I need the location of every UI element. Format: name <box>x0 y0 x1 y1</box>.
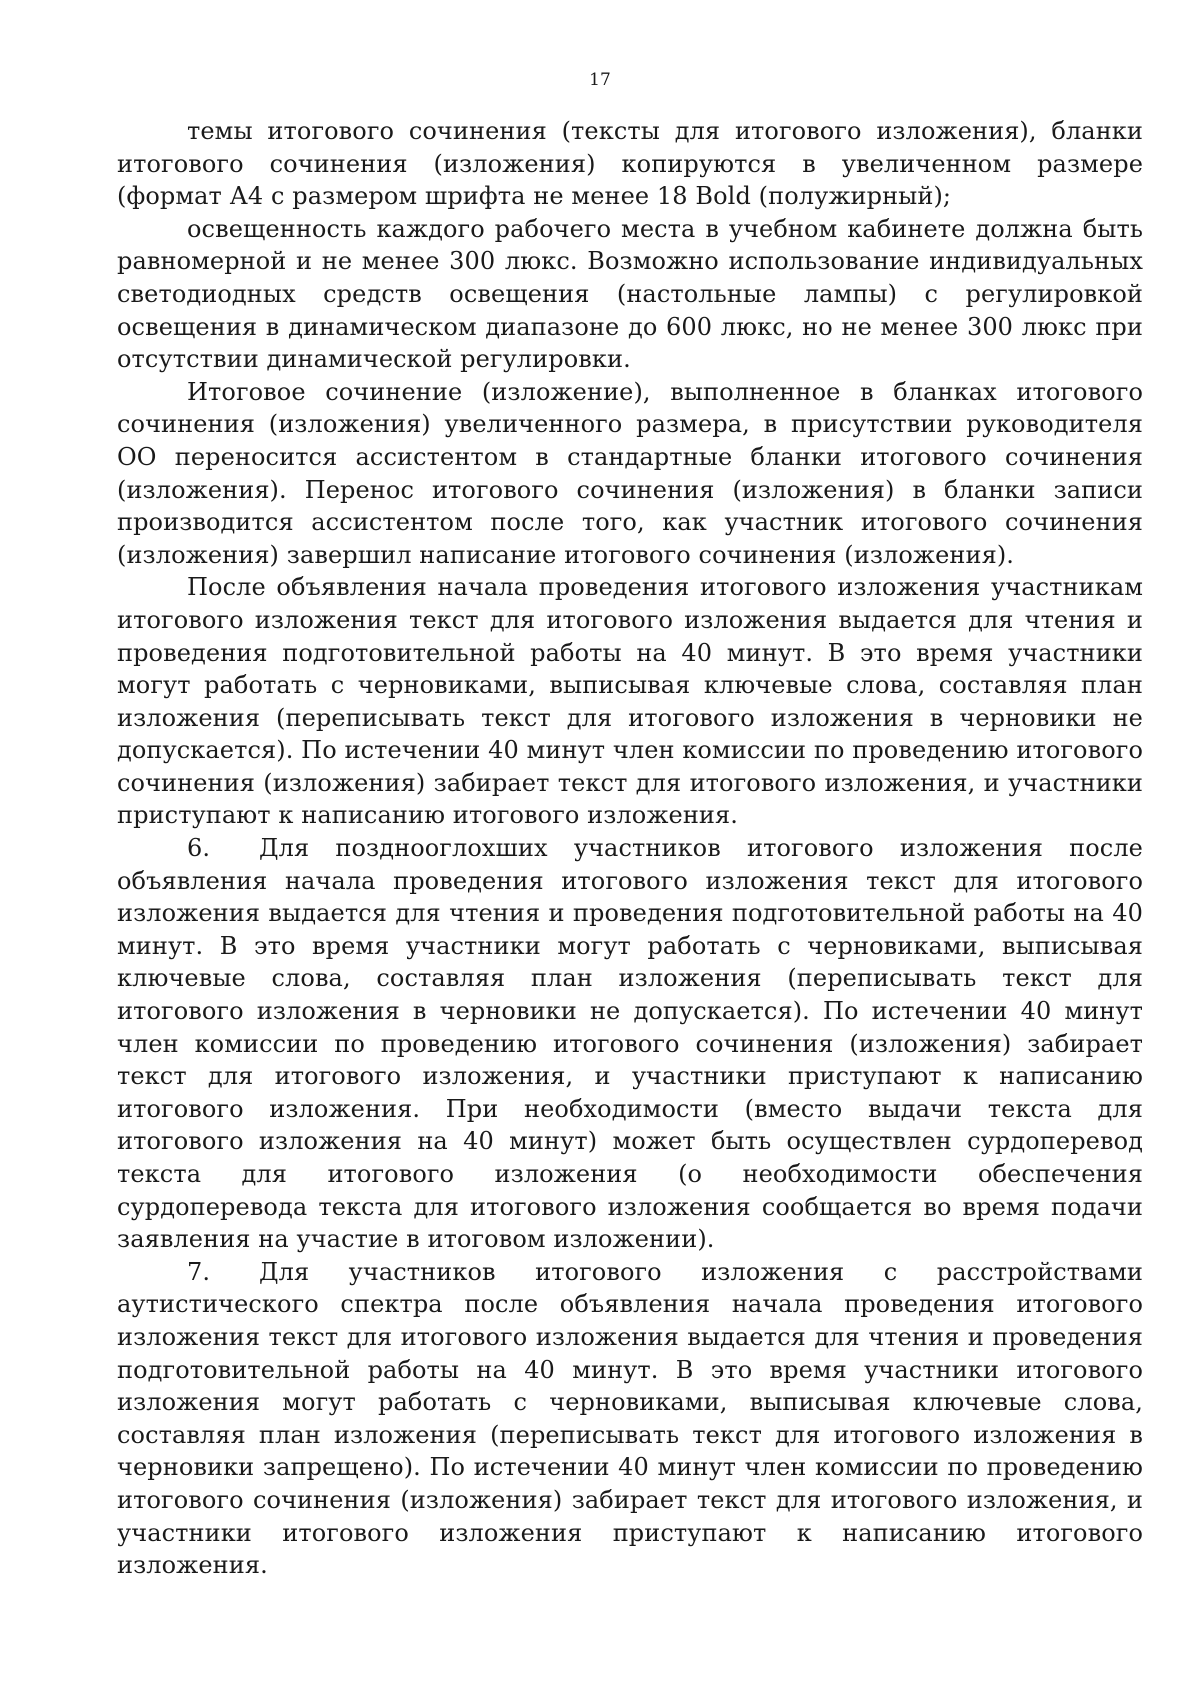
paragraph-text: темы итогового сочинения (тексты для итогового изложения), бланки итогового сочинения (изложения) копируются в увеличенном размере (формат А4 с размером шрифта не менее 18 Bold (полужирный); <box>117 117 1143 211</box>
paragraph-lighting <box>117 213 1143 376</box>
paragraph-text: освещенность каждого рабочего места в учебном кабинете должна быть равномерной и не менее 300 люкс. Возможно использование индивидуальных светодиодных средств освещения (настольные лампы) с регулировкой освещения в динамическом диапазоне до 600 люкс, но не менее 300 люкс при отсутствии динамической регулировки. <box>117 214 1143 374</box>
paragraph-text: После объявления начала проведения итогового изложения участникам итогового изложения текст для итогового изложения выдается для чтения и проведения подготовительной работы на 40 минут. В это время участники могут работать с черновиками, выписывая ключевые слова, составляя план изложения (переписывать текст для итогового изложения в черновики не допускается). По истечении 40 минут член комиссии по проведению итогового сочинения (изложения) забирает текст для итогового изложения, и участники приступают к написанию итогового изложения. <box>117 573 1143 830</box>
paragraph-exam-forms <box>117 115 1143 213</box>
paragraph-presentation-start <box>117 571 1143 832</box>
item-number: 7. <box>187 1257 211 1286</box>
page-number: 17 <box>589 70 611 90</box>
document-body <box>117 115 1143 1582</box>
paragraph-text: Для позднооглохших участников итогового изложения после объявления начала проведения итогового изложения текст для итогового изложения выдается для чтения и проведения подготовительной работы на 40 минут. В это время участники могут работать с черновиками, выписывая ключевые слова, составляя план изложения (переписывать текст для итогового изложения в черновики не допускается). По истечении 40 минут член комиссии по проведению итогового сочинения (изложения) забирает текст для итогового изложения, и участники приступают к написанию итогового изложения. При необходимости (вместо выдачи текста для итогового изложения на 40 минут) может быть осуществлен сурдоперевод текста для итогового изложения (о необходимости обеспечения сурдоперевода текста для итогового изложения сообщается во время подачи заявления на участие в итоговом изложении). <box>117 834 1143 1254</box>
paragraph-text: Для участников итогового изложения с расстройствами аутистического спектра после объявления начала проведения итогового изложения текст для итогового изложения выдается для чтения и проведения подготовительной работы на 40 минут. В это время участники итогового изложения могут работать с черновиками, выписывая ключевые слова, составляя план изложения (переписывать текст для итогового изложения в черновики запрещено). По истечении 40 минут член комиссии по проведению итогового сочинения (изложения) забирает текст для итогового изложения, и участники итогового изложения приступают к написанию итогового изложения. <box>117 1257 1143 1580</box>
item-number: 6. <box>187 834 211 863</box>
paragraph-transfer <box>117 376 1143 572</box>
paragraph-item-7 <box>117 1256 1143 1582</box>
paragraph-item-6 <box>117 832 1143 1256</box>
paragraph-text: Итоговое сочинение (изложение), выполненное в бланках итогового сочинения (изложения) увеличенного размера, в присутствии руководителя ОО переносится ассистентом в стандартные бланки итогового сочинения (изложения). Перенос итогового сочинения (изложения) в бланки записи производится ассистентом после того, как участник итогового сочинения (изложения) завершил написание итогового сочинения (изложения). <box>117 377 1143 569</box>
